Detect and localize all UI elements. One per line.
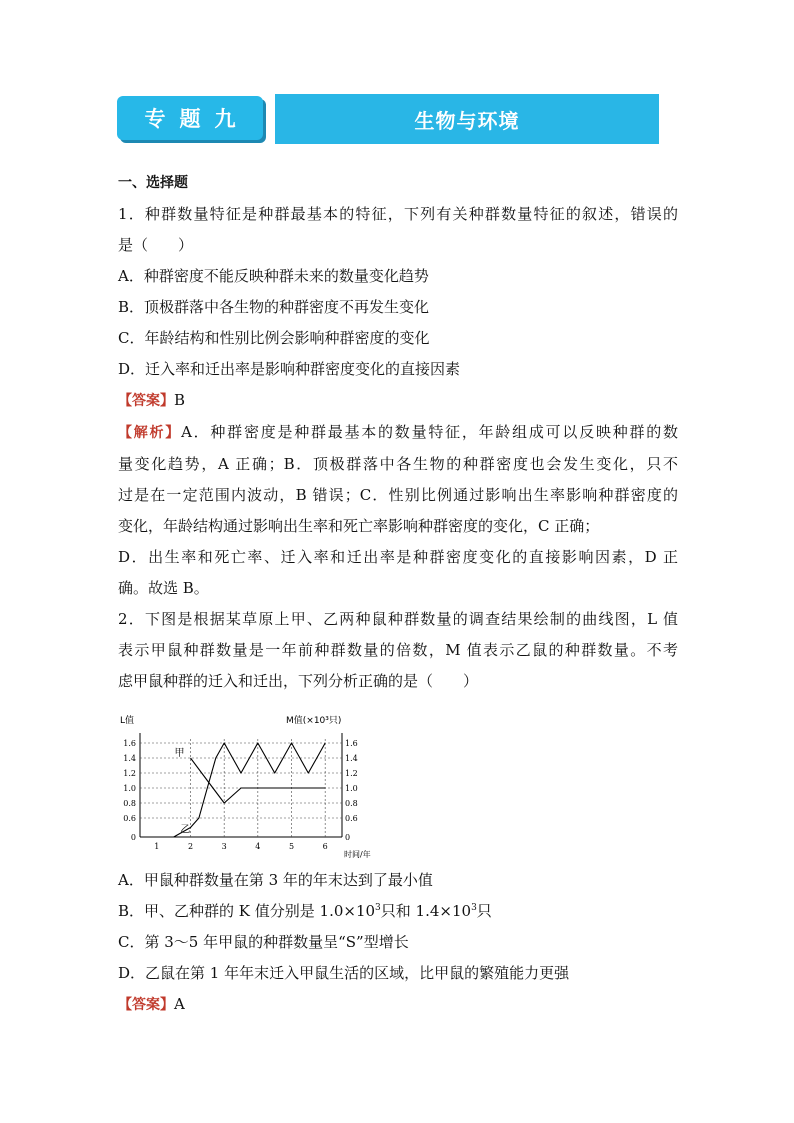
- left-axis-label: L值: [120, 716, 135, 726]
- answer-label: 【答案】: [118, 997, 174, 1013]
- series-label-乙: 乙: [180, 824, 191, 836]
- q1-analysis-line: D．出生率和死亡率、迁入率和迁出率是种群密度变化的直接影响因素，D 正: [118, 548, 678, 566]
- x-axis-label: 时间/年: [344, 850, 371, 859]
- left-tick-label: 1.4: [123, 754, 136, 763]
- document-body: [118, 168, 678, 1021]
- series-line-乙: [174, 743, 326, 837]
- population-chart: [118, 709, 371, 859]
- q1-analysis-line: 过是在一定范围内波动，B 错误；C．性别比例通过影响出生率影响种群密度的: [118, 486, 678, 504]
- left-tick-label: 0.8: [123, 799, 136, 808]
- left-tick-label: 1.2: [123, 769, 136, 778]
- chapter-badge: 专题九: [117, 96, 263, 140]
- q2-stem-line: 表示甲鼠种群数量是一年前种群数量的倍数，M 值表示乙鼠的种群数量。不考: [118, 641, 678, 659]
- x-tick-label: 6: [322, 842, 328, 851]
- q1-analysis-line: 【解析】A．种群密度是种群最基本的数量特征，年龄组成可以反映种群的数: [118, 423, 679, 441]
- series-label-甲: 甲: [174, 748, 185, 759]
- answer-value: A: [174, 995, 185, 1013]
- left-tick-label: 1.0: [123, 784, 136, 793]
- q1-option-a: A．种群密度不能反映种群未来的数量变化趋势: [118, 267, 429, 285]
- q2-stem-line: 虑甲鼠种群的迁入和迁出，下列分析正确的是（ ）: [118, 672, 479, 690]
- q2-option-d: D．乙鼠在第 1 年年末迁入甲鼠生活的区域，比甲鼠的繁殖能力更强: [118, 964, 570, 982]
- q2-option-b: B．甲、乙种群的 K 值分别是 $1.0\times 10^3$只和 $1.4\times 10^3$只: [118, 902, 492, 920]
- right-tick-label: 1.2: [345, 769, 358, 778]
- x-tick-label: 1: [154, 842, 160, 851]
- x-tick-label: 5: [288, 842, 295, 851]
- x-tick-label: 2: [187, 842, 194, 851]
- right-tick-label: 0.6: [345, 814, 358, 823]
- x-tick-label: 4: [255, 842, 261, 851]
- left-tick-label: 0.6: [123, 814, 136, 823]
- q1-stem-line: 是（ ）: [118, 236, 194, 254]
- q2-stem-line: 2．下图是根据某草原上甲、乙两种鼠种群数量的调查结果绘制的曲线图，L 值: [118, 610, 678, 628]
- q1-stem-line: 1．种群数量特征是种群最基本的特征，下列有关种群数量特征的叙述，错误的: [118, 205, 678, 223]
- answer-label: 【答案】: [118, 393, 174, 409]
- right-axis-label: M值(×10³只): [286, 716, 342, 726]
- x-tick-label: 3: [221, 842, 227, 851]
- right-tick-label: 1.0: [345, 784, 358, 793]
- right-tick-label: 1.4: [345, 754, 358, 763]
- q1-option-c: C．年龄结构和性别比例会影响种群密度的变化: [118, 329, 430, 347]
- chapter-title: 生物与环境: [275, 94, 659, 144]
- q2-answer: [118, 989, 678, 1021]
- q1-option-b: B．顶极群落中各生物的种群密度不再发生变化: [118, 298, 430, 316]
- analysis-label: 【解析】: [118, 425, 182, 441]
- right-tick-label: 0: [345, 833, 351, 842]
- q1-option-d: D．迁入率和迁出率是影响种群密度变化的直接因素: [118, 360, 461, 378]
- chapter-banner: [117, 94, 659, 144]
- right-tick-label: 1.6: [345, 739, 358, 748]
- left-tick-label: 1.6: [123, 739, 136, 748]
- q2-option-a: A．甲鼠种群数量在第 3 年的年末达到了最小值: [118, 871, 433, 889]
- q1-answer: [118, 385, 678, 417]
- answer-value: B: [174, 391, 186, 409]
- q1-analysis-line: 变化，年龄结构通过影响出生率和死亡率影响种群密度的变化，C 正确；: [118, 517, 600, 535]
- q1-analysis-line: 量变化趋势，A 正确；B．顶极群落中各生物的种群密度也会发生变化，只不: [118, 455, 678, 473]
- left-tick-label: 0: [130, 833, 136, 842]
- section-heading: 一、选择题: [118, 175, 188, 191]
- q1-analysis-line: 确。故选 B。: [118, 579, 209, 597]
- right-tick-label: 0.8: [345, 799, 358, 808]
- q2-option-c: C．第 3～5 年甲鼠的种群数量呈“S”型增长: [118, 933, 409, 951]
